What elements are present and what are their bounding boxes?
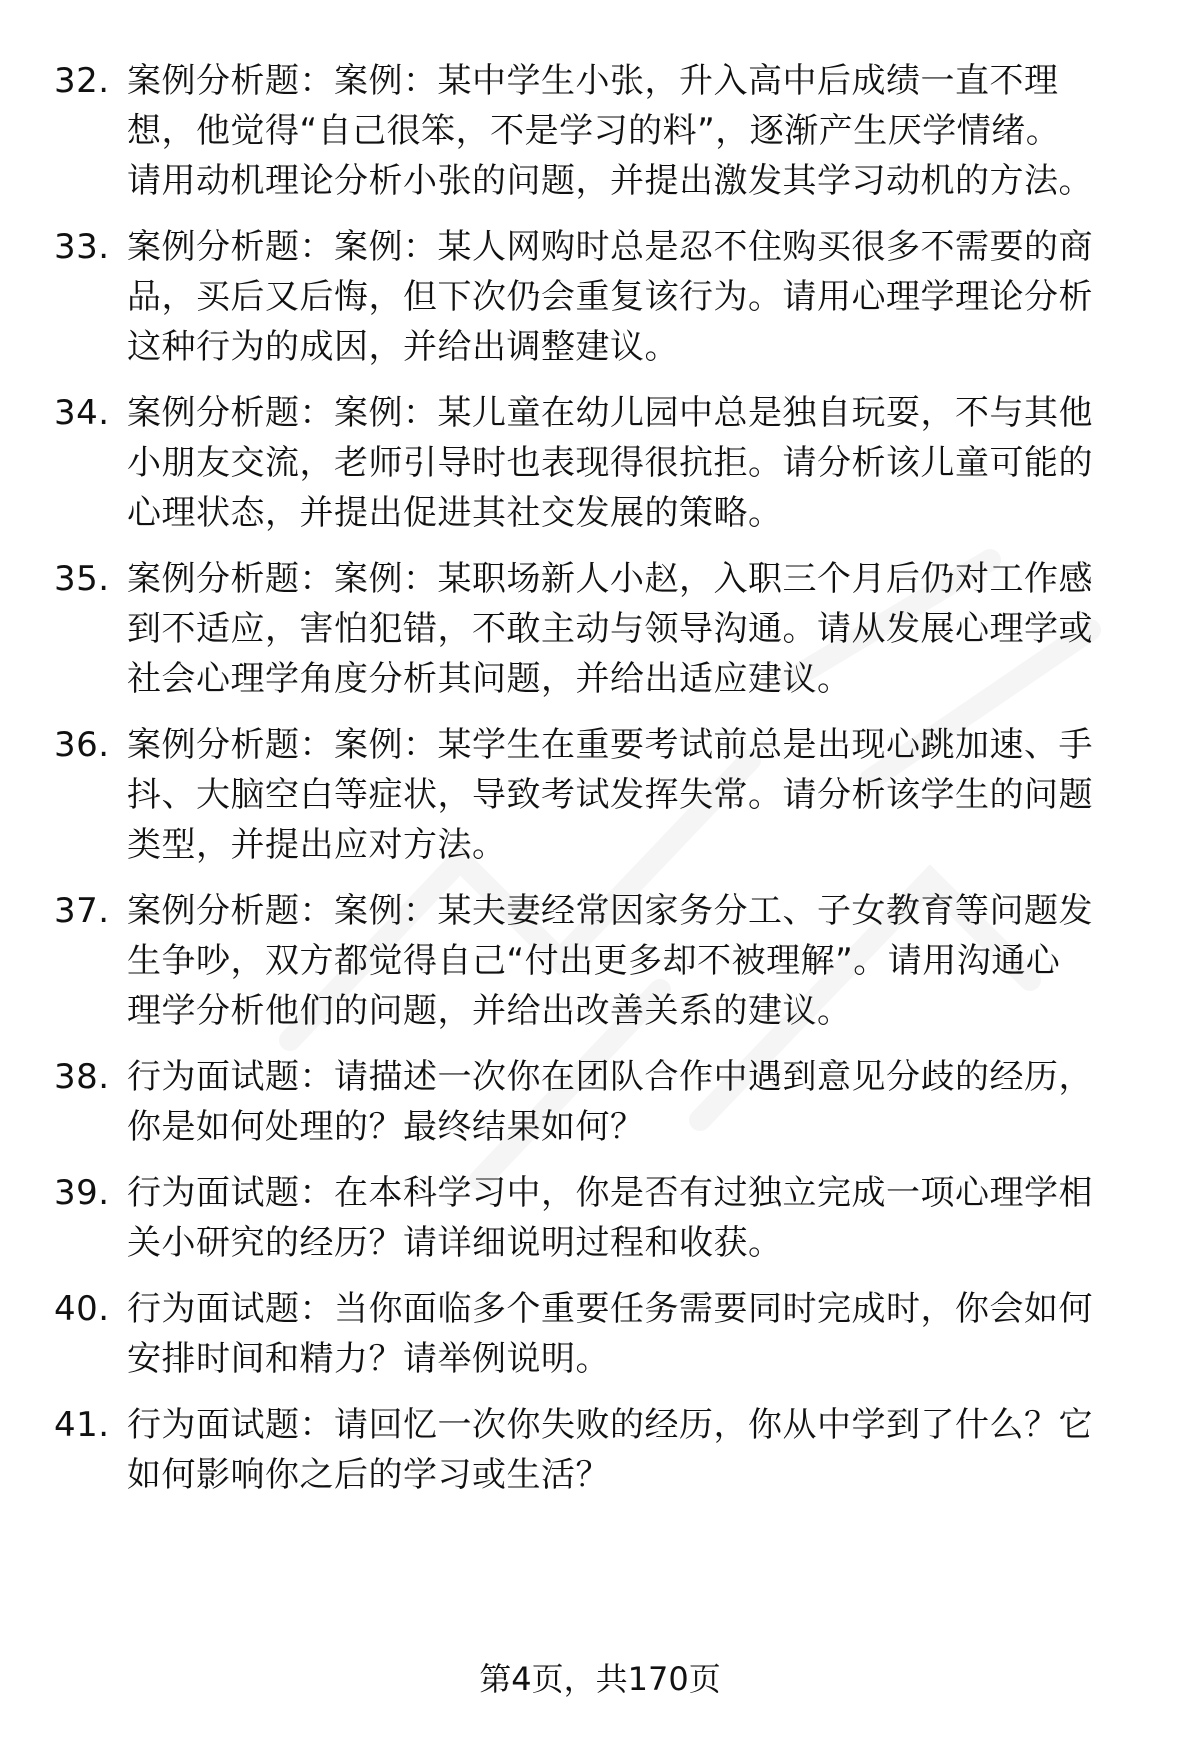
question-line: 理学分析他们的问题，并给出改善关系的建议。 [127,991,852,1031]
question-text [127,720,1137,870]
question-text [127,1284,1137,1384]
question-line: 行为面试题：当你面临多个重要任务需要同时完成时，你会如何 [127,1289,1093,1329]
question-text [127,222,1137,372]
question-number: 32. [54,61,110,101]
question-line: 类型，并提出应对方法。 [127,825,507,865]
question-line: 小朋友交流，老师引导时也表现得很抗拒。请分析该儿童可能的 [127,443,1093,483]
question-number: 36. [54,725,110,765]
question-line: 案例分析题：案例：某职场新人小赵，入职三个月后仍对工作感 [127,559,1093,599]
question-text [127,554,1137,704]
question-line: 安排时间和精力？请举例说明。 [127,1339,610,1379]
question-number: 39. [54,1173,110,1213]
question-text [127,886,1137,1036]
question-line: 案例分析题：案例：某儿童在幼儿园中总是独自玩耍，不与其他 [127,393,1093,433]
question-text [127,1052,1137,1152]
question-number: 33. [54,227,110,267]
question-text [127,1400,1137,1500]
question-text [127,56,1137,206]
question-line: 行为面试题：在本科学习中，你是否有过独立完成一项心理学相 [127,1173,1093,1213]
question-line: 心理状态，并提出促进其社交发展的策略。 [127,493,783,533]
question-line: 请用动机理论分析小张的问题，并提出激发其学习动机的方法。 [127,161,1093,201]
question-number: 35. [54,559,110,599]
question-number: 37. [54,891,110,931]
question-line: 生争吵，双方都觉得自己“付出更多却不被理解”。请用沟通心 [127,941,1061,981]
question-line: 品，买后又后悔，但下次仍会重复该行为。请用心理学理论分析 [127,277,1093,317]
question-line: 案例分析题：案例：某学生在重要考试前总是出现心跳加速、手 [127,725,1093,765]
question-line: 这种行为的成因，并给出调整建议。 [127,327,679,367]
question-number: 38. [54,1057,110,1097]
question-line: 到不适应，害怕犯错，不敢主动与领导沟通。请从发展心理学或 [127,609,1093,649]
question-line: 你是如何处理的？最终结果如何？ [127,1107,645,1147]
question-line: 案例分析题：案例：某人网购时总是忍不住购买很多不需要的商 [127,227,1093,267]
question-line: 关小研究的经历？请详细说明过程和收获。 [127,1223,783,1263]
question-line: 社会心理学角度分析其问题，并给出适应建议。 [127,659,852,699]
question-number: 41. [54,1405,110,1445]
question-line: 行为面试题：请回忆一次你失败的经历，你从中学到了什么？它 [127,1405,1093,1445]
question-text [127,1168,1137,1268]
question-line: 抖、大脑空白等症状，导致考试发挥失常。请分析该学生的问题 [127,775,1093,815]
page-footer [0,1657,1200,1701]
question-line: 如何影响你之后的学习或生活？ [127,1455,610,1495]
question-line: 案例分析题：案例：某夫妻经常因家务分工、子女教育等问题发 [127,891,1093,931]
question-text [127,388,1137,538]
page-number: 第4页，共170页 [479,1660,721,1698]
question-number: 40. [54,1289,110,1329]
question-number: 34. [54,393,110,433]
question-line: 案例分析题：案例：某中学生小张，升入高中后成绩一直不理 [127,61,1059,101]
question-line: 行为面试题：请描述一次你在团队合作中遇到意见分歧的经历， [127,1057,1093,1097]
question-line: 想，他觉得“自己很笨，不是学习的料”，逐渐产生厌学情绪。 [127,111,1061,151]
